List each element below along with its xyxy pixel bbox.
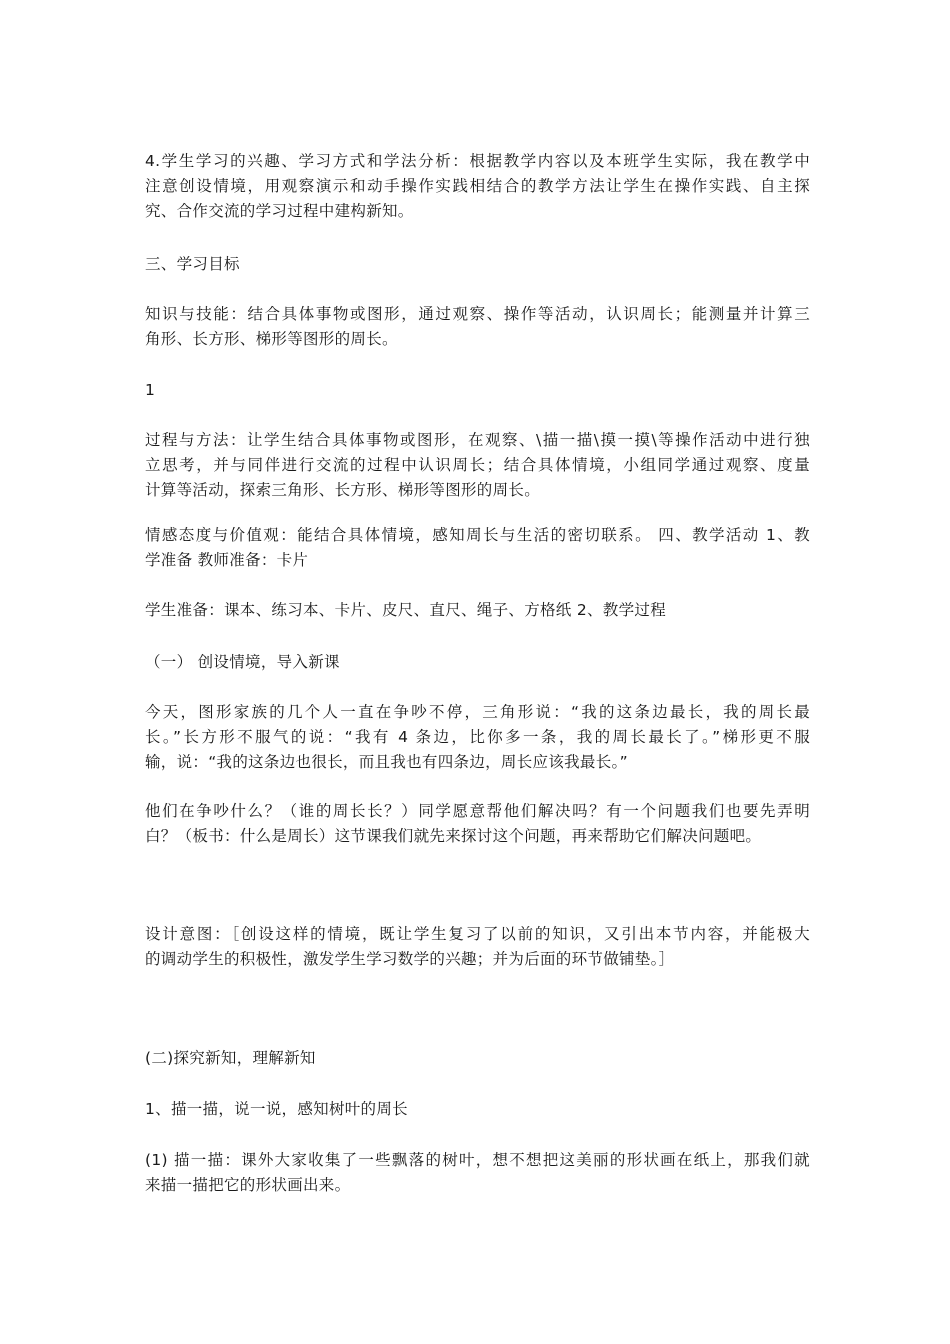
paragraph-knowledge-skills bbox=[145, 302, 810, 352]
paragraph-story bbox=[145, 700, 810, 775]
heading-learning-goals bbox=[145, 252, 810, 277]
page-number bbox=[145, 378, 810, 403]
text-line: 角形、长方形、梯形等图形的周长。 bbox=[145, 330, 398, 348]
paragraph-question bbox=[145, 799, 810, 849]
text-line: 今天，图形家族的几个人一直在争吵不停，三角形说：“我的这条边最长，我的周长最 bbox=[145, 703, 810, 721]
paragraph-student-prep bbox=[145, 598, 810, 623]
text-line: 他们在争吵什么？（谁的周长长？）同学愿意帮他们解决吗？有一个问题我们也要先弄明 bbox=[145, 802, 810, 820]
text-line: 计算等活动，探索三角形、长方形、梯形等图形的周长。 bbox=[145, 481, 541, 499]
text-line: 长。”长方形不服气的说：“我有 4 条边，比你多一条，我的周长最长了。”梯形更不服 bbox=[145, 728, 810, 746]
heading-text: 1、描一描，说一说，感知树叶的周长 bbox=[145, 1100, 408, 1118]
text-line: 注意创设情境，用观察演示和动手操作实践相结合的教学方法让学生在操作实践、自主探 bbox=[145, 177, 810, 195]
paragraph-process-method bbox=[145, 428, 810, 503]
paragraph-design-intent bbox=[145, 922, 810, 972]
text-line: 知识与技能：结合具体事物或图形，通过观察、操作等活动，认识周长；能测量并计算三 bbox=[145, 305, 810, 323]
heading-text: 三、学习目标 bbox=[145, 255, 240, 273]
text-line: 4.学生学习的兴趣、学习方式和学法分析：根据教学内容以及本班学生实际，我在教学中 bbox=[145, 152, 810, 170]
heading-text: (二)探究新知，理解新知 bbox=[145, 1049, 316, 1067]
text-line: 立思考，并与同伴进行交流的过程中认识周长；结合具体情境，小组同学通过观察、度量 bbox=[145, 456, 810, 474]
heading-section-two bbox=[145, 1046, 810, 1071]
text-line: 来描一描把它的形状画出来。 bbox=[145, 1176, 351, 1194]
text-line: 情感态度与价值观：能结合具体情境，感知周长与生活的密切联系。 四、教学活动 1、教 bbox=[145, 526, 810, 544]
text-line: (1) 描一描：课外大家收集了一些飘落的树叶，想不想把这美丽的形状画在纸上，那我们就 bbox=[145, 1151, 810, 1169]
text-line: 白？（板书：什么是周长）这节课我们就先来探讨这个问题，再来帮助它们解决问题吧。 bbox=[145, 827, 762, 845]
page-number-text: 1 bbox=[145, 381, 156, 399]
paragraph-attitude-values bbox=[145, 523, 810, 573]
paragraph-trace-instruction bbox=[145, 1148, 810, 1198]
text-line: 设计意图：［创设这样的情境，既让学生复习了以前的知识，又引出本节内容，并能极大 bbox=[145, 925, 810, 943]
text-line: 过程与方法：让学生结合具体事物或图形，在观察、\描一描\摸一摸\等操作活动中进行独 bbox=[145, 431, 810, 449]
text-line: 的调动学生的积极性，激发学生学习数学的兴趣；并为后面的环节做铺垫。］ bbox=[145, 950, 675, 968]
text-line: 输，说：“我的这条边也很长，而且我也有四条边，周长应该我最长。” bbox=[145, 753, 628, 771]
heading-section-one bbox=[145, 650, 810, 675]
heading-text: （一） 创设情境，导入新课 bbox=[145, 653, 340, 671]
text-line: 学准备 教师准备：卡片 bbox=[145, 551, 309, 569]
paragraph-learning-analysis bbox=[145, 149, 810, 224]
text-line: 学生准备：课本、练习本、卡片、皮尺、直尺、绳子、方格纸 2、教学过程 bbox=[145, 601, 666, 619]
text-line: 究、合作交流的学习过程中建构新知。 bbox=[145, 202, 414, 220]
heading-trace-leaf bbox=[145, 1097, 810, 1122]
